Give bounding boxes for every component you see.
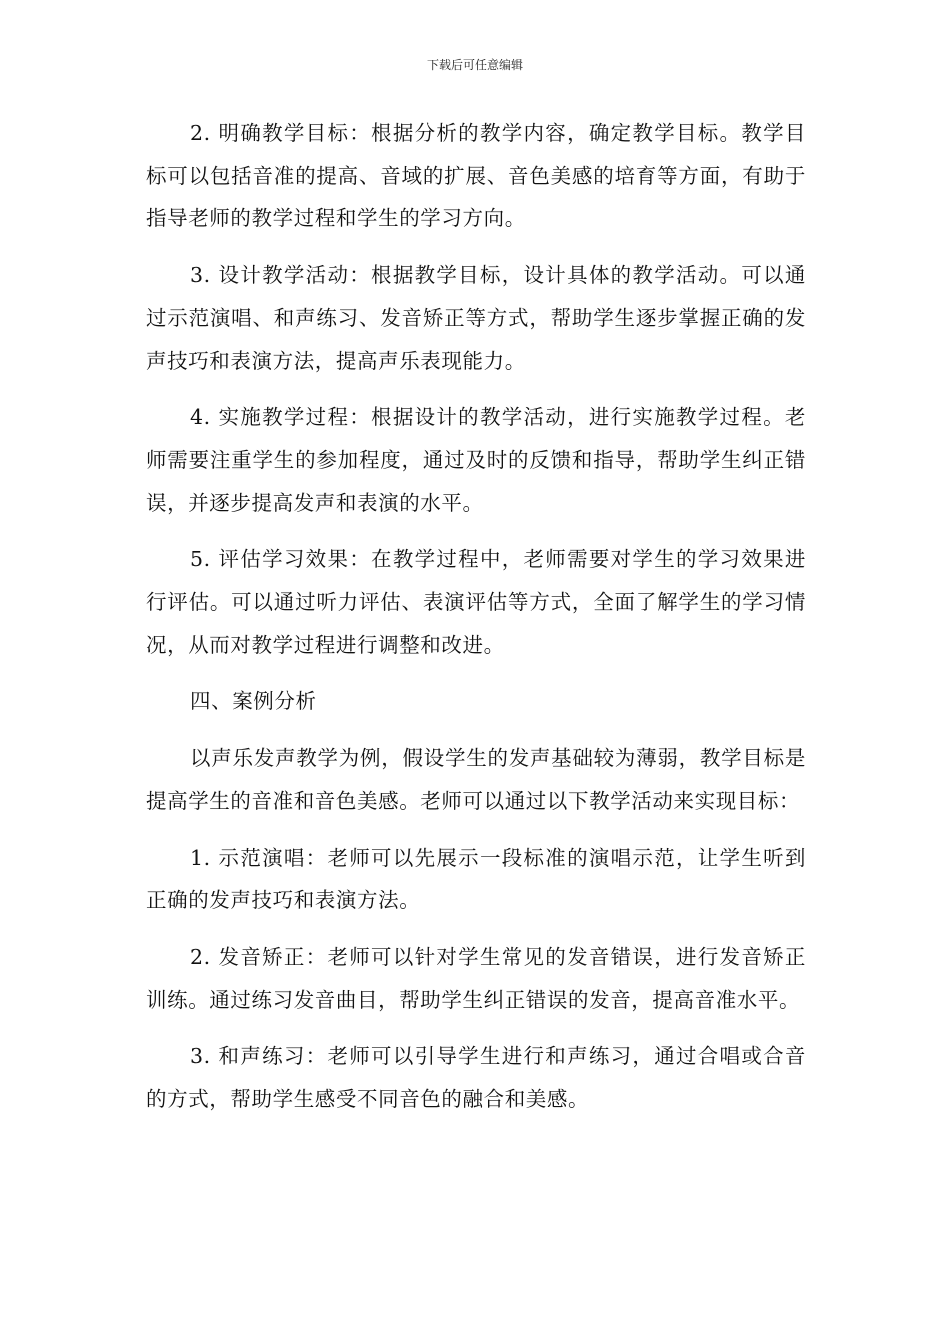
paragraph-case-step-1: 1. 示范演唱：老师可以先展示一段标准的演唱示范，让学生听到正确的发声技巧和表演方法。 [146, 845, 806, 913]
paragraph-case-step-3: 3. 和声练习：老师可以引导学生进行和声练习，通过合唱或合音的方式，帮助学生感受不同音色的融合和美感。 [146, 1044, 806, 1112]
page-header: 下载后可任意编辑 [426, 58, 523, 72]
paragraph-step-4-implementation: 4. 实施教学过程：根据设计的教学活动，进行实施教学过程。老师需要注重学生的参加程度，通过及时的反馈和指导，帮助学生纠正错误，并逐步提高发声和表演的水平。 [146, 405, 806, 515]
paragraph-step-3-activities: 3. 设计教学活动：根据教学目标，设计具体的教学活动。可以通过示范演唱、和声练习、发音矫正等方式，帮助学生逐步掌握正确的发声技巧和表演方法，提高声乐表现能力。 [146, 263, 806, 373]
paragraph-step-5-evaluation: 5. 评估学习效果：在教学过程中，老师需要对学生的学习效果进行评估。可以通过听力评估、表演评估等方式，全面了解学生的学习情况，从而对教学过程进行调整和改进。 [146, 547, 806, 657]
paragraph-case-step-2: 2. 发音矫正：老师可以针对学生常见的发音错误，进行发音矫正训练。通过练习发音曲目，帮助学生纠正错误的发音，提高音准水平。 [146, 944, 806, 1012]
paragraph-step-2-objectives: 2. 明确教学目标：根据分析的教学内容，确定教学目标。教学目标可以包括音准的提高、音域的扩展、音色美感的培育等方面，有助于指导老师的教学过程和学生的学习方向。 [146, 121, 806, 231]
section-heading-case-analysis: 四、案例分析 [190, 689, 317, 714]
document-body [146, 112, 806, 1135]
paragraph-case-intro: 以声乐发声教学为例，假设学生的发声基础较为薄弱，教学目标是提高学生的音准和音色美感。老师可以通过以下教学活动来实现目标： [146, 746, 806, 813]
